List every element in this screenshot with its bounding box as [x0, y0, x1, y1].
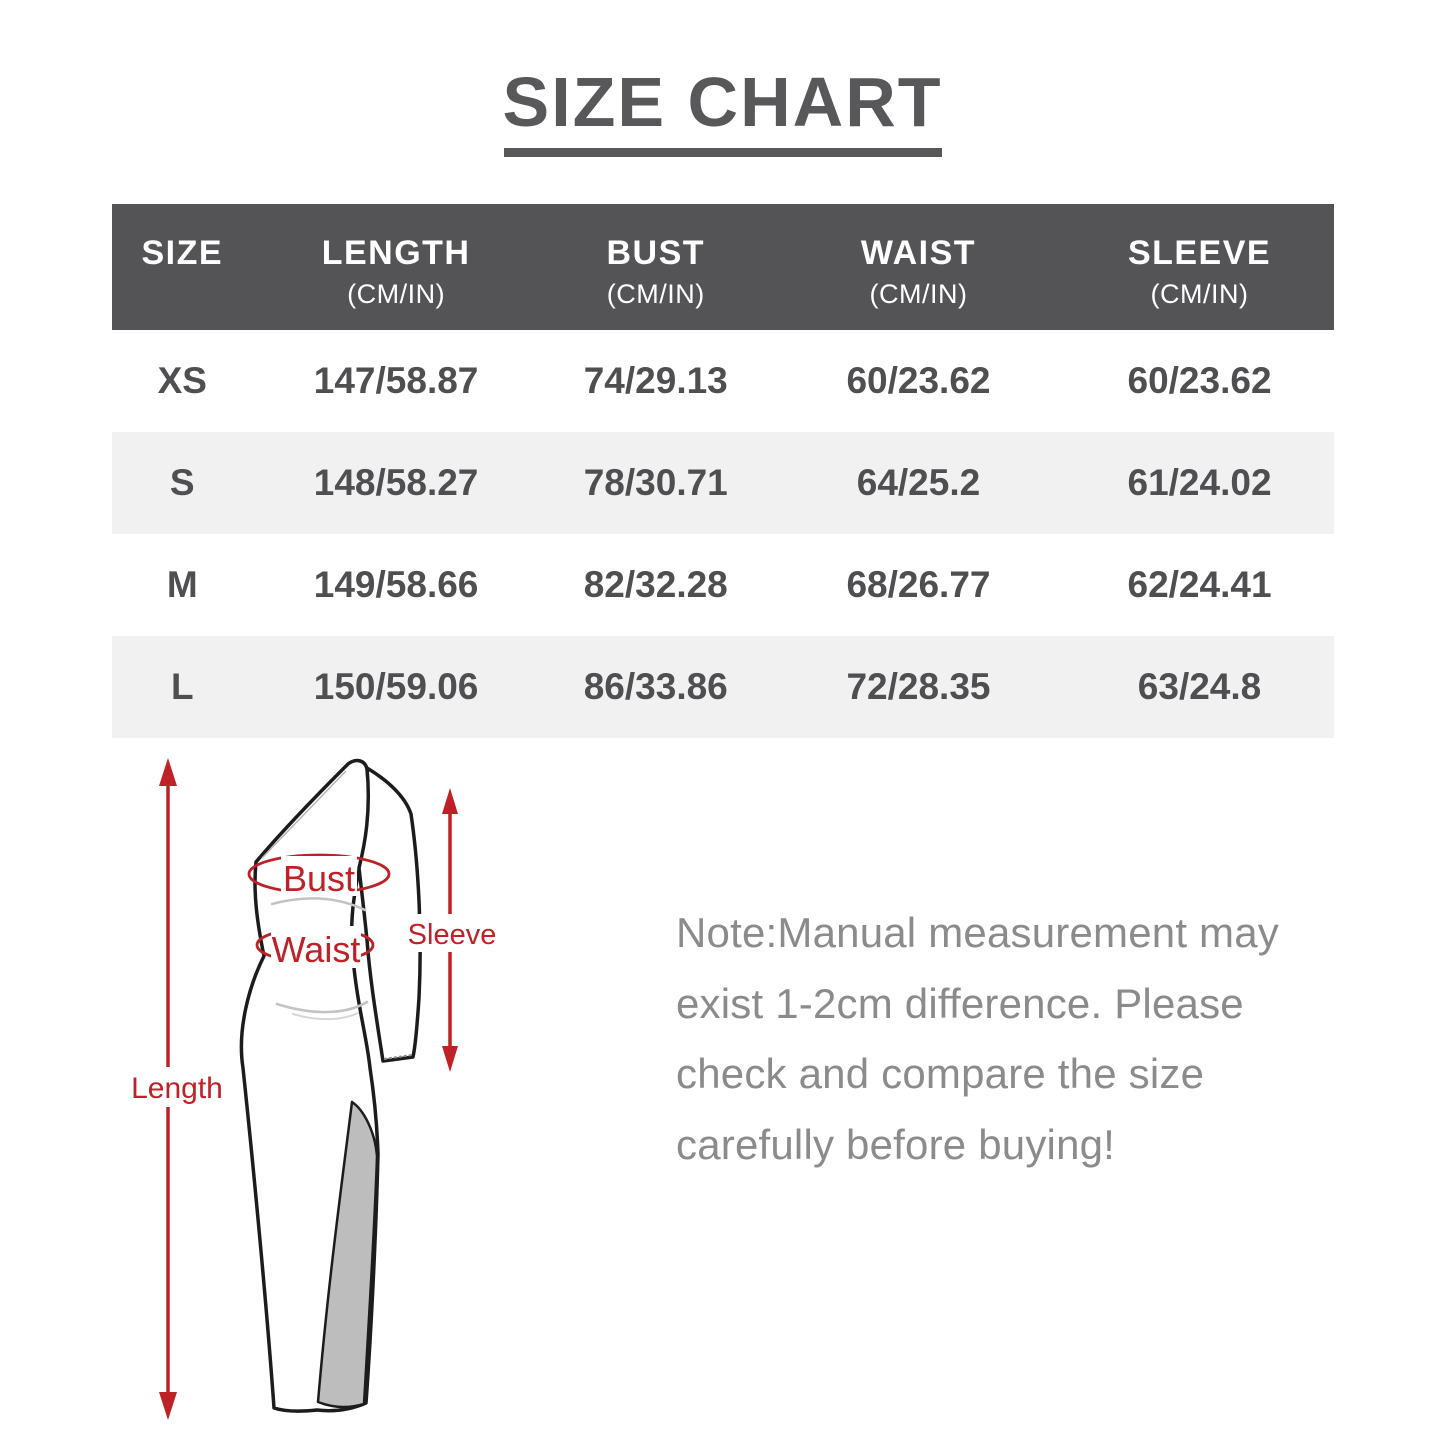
sleeve-label: Sleeve: [407, 919, 497, 951]
cell-length: 148/58.27: [313, 462, 479, 503]
cell-waist: 60/23.62: [846, 360, 991, 401]
dress-measurement-diagram: [115, 752, 520, 1445]
table-header-row: [112, 204, 1334, 330]
table-row-xs: [112, 330, 1334, 432]
cell-bust: 78/30.71: [583, 462, 728, 503]
header-label: BUST: [606, 234, 706, 272]
cell-waist: 64/25.2: [856, 462, 981, 503]
header-cell-sleeve: [1065, 204, 1334, 330]
cell-length: 149/58.66: [313, 564, 479, 605]
cell-size: S: [169, 462, 195, 503]
header-unit: (CM/IN): [869, 279, 968, 310]
cell-size: L: [170, 666, 194, 707]
cell-size: M: [166, 564, 198, 605]
title-underline: [504, 148, 942, 157]
header-label: SLEEVE: [1127, 234, 1272, 272]
header-label: LENGTH: [321, 234, 471, 272]
header-cell-size: [112, 204, 253, 330]
size-table: [112, 204, 1334, 738]
cell-length: 150/59.06: [313, 666, 479, 707]
bust-label: Bust: [282, 858, 356, 899]
cell-bust: 74/29.13: [583, 360, 728, 401]
table-row-s: [112, 432, 1334, 534]
cell-sleeve: 61/24.02: [1127, 462, 1272, 503]
cell-size: XS: [157, 360, 207, 401]
cell-waist: 68/26.77: [846, 564, 991, 605]
cell-sleeve: 63/24.8: [1137, 666, 1262, 707]
cell-waist: 72/28.35: [846, 666, 991, 707]
header-unit: (CM/IN): [1150, 279, 1249, 310]
sleeve-arrow: [408, 788, 497, 1072]
length-label: Length: [131, 1072, 223, 1105]
cell-bust: 86/33.86: [583, 666, 728, 707]
header-cell-waist: [772, 204, 1065, 330]
header-unit: (CM/IN): [347, 279, 446, 310]
header-cell-bust: [540, 204, 772, 330]
header-label: WAIST: [860, 234, 977, 272]
table-row-m: [112, 534, 1334, 636]
header-label: SIZE: [141, 234, 224, 272]
cell-bust: 82/32.28: [583, 564, 728, 605]
waist-ellipse: [257, 926, 373, 970]
cell-length: 147/58.87: [313, 360, 479, 401]
table-row-l: [112, 636, 1334, 738]
cell-sleeve: 60/23.62: [1127, 360, 1272, 401]
cell-sleeve: 62/24.41: [1127, 564, 1272, 605]
header-unit: (CM/IN): [606, 279, 705, 310]
title-block: [0, 62, 1445, 157]
header-cell-length: [253, 204, 540, 330]
waist-label: Waist: [271, 929, 361, 970]
dress-sleeve-outline: [359, 768, 420, 1061]
length-arrow: [129, 758, 229, 1420]
page-title: SIZE CHART: [502, 63, 943, 141]
dress-illustration: [115, 752, 520, 1445]
note-text: Note:Manual measurement may exist 1-2cm difference. Please check and compare the size carefully before buying!: [676, 909, 1279, 1168]
